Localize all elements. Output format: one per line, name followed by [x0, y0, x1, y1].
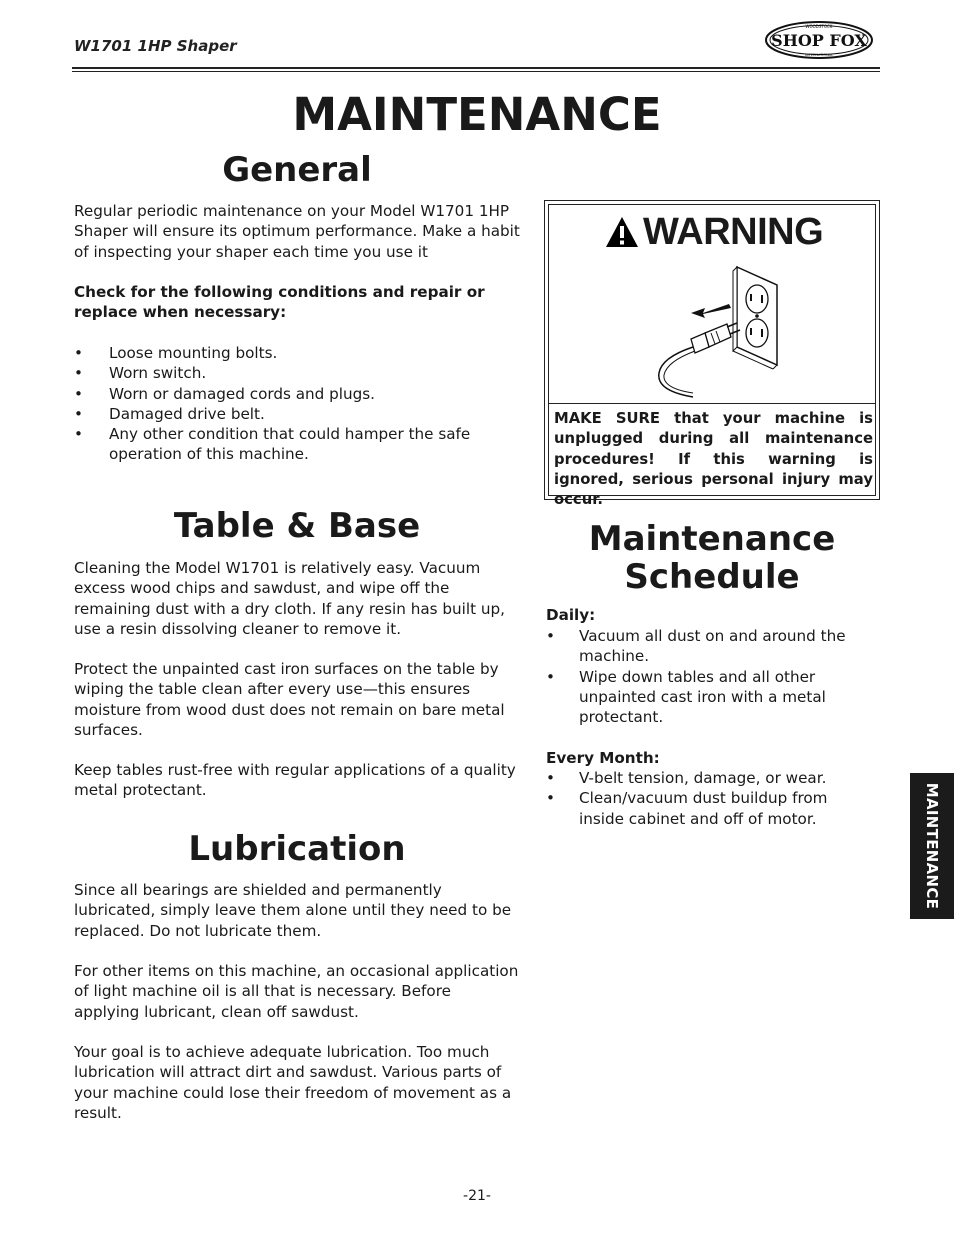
table-base-heading: Table & Base [173, 506, 421, 546]
shop-fox-logo [764, 20, 874, 60]
lubrication-heading: Lubrication [188, 829, 406, 869]
section-side-tab [910, 773, 954, 919]
lubrication-paragraph-2: For other items on this machine, an occasional application of light machine oil is all that is necessary. Before applying lubricant, clean off sawdust. [74, 962, 519, 1021]
list-item: • Clean/vacuum dust buildup from inside cabinet and off of motor. [546, 788, 866, 829]
lubrication-paragraph-1: Since all bearings are shielded and permanently lubricated, simply leave them alone until they need to be replaced. Do not lubricate them. [74, 881, 512, 940]
table-base-paragraph-3: Keep tables rust-free with regular applications of a quality metal protectant. [74, 761, 516, 800]
list-item: • Vacuum all dust on and around the machine. [546, 626, 866, 667]
warning-label: WARNING [643, 210, 824, 253]
schedule-heading-line-2: Schedule [624, 557, 800, 597]
page-title: MAINTENANCE [292, 88, 662, 141]
logo-text: SHOP FOX [771, 31, 867, 50]
warning-header [605, 211, 823, 253]
warning-divider [548, 403, 876, 404]
header-rule [72, 67, 880, 72]
table-base-paragraph-2: Protect the unpainted cast iron surfaces on the table by wiping the table clean after every use—this ensures moisture from wood dust does not remain on bare metal surfaces. [74, 660, 505, 739]
monthly-label: Every Month: [546, 749, 660, 767]
logo-subtext-bottom: INTERNATIONAL [804, 53, 834, 57]
list-item: • Loose mounting bolts. [74, 343, 514, 363]
list-item: • Worn or damaged cords and plugs. [74, 384, 514, 404]
unplug-outlet-illustration [645, 261, 795, 401]
list-item: • Wipe down tables and all other unpainted cast iron with a metal protectant. [546, 667, 866, 728]
logo-subtext-top: WOODSTOCK [805, 24, 833, 29]
schedule-heading-line-1: Maintenance [588, 519, 836, 559]
warning-triangle-icon [605, 216, 639, 248]
side-tab-label: MAINTENANCE [923, 782, 941, 910]
warning-box [544, 200, 880, 509]
monthly-checklist [546, 768, 866, 829]
list-item: • Any other condition that could hamper the safe operation of this machine. [74, 424, 514, 465]
document-header-title: W1701 1HP Shaper [74, 37, 237, 55]
list-item: • V-belt tension, damage, or wear. [546, 768, 866, 788]
daily-label: Daily: [546, 606, 596, 624]
schedule-heading [544, 520, 880, 596]
daily-checklist [546, 626, 866, 727]
general-check-label: Check for the following conditions and repair or replace when necessary: [74, 283, 485, 322]
list-item: • Worn switch. [74, 363, 514, 383]
warning-text: MAKE SURE that your machine is unplugged during all maintenance procedures! If this warning is ignored, serious personal injury may occur. [554, 410, 873, 509]
general-checklist [74, 343, 514, 465]
general-heading: General [222, 150, 372, 190]
table-base-paragraph-1: Cleaning the Model W1701 is relatively easy. Vacuum excess wood chips and sawdust, and wipe off the remaining dust with a dry cloth. If any resin has built up, use a resin dissolving cleaner to remove it. [74, 559, 505, 638]
list-item: • Damaged drive belt. [74, 404, 514, 424]
lubrication-paragraph-3: Your goal is to achieve adequate lubrication. Too much lubrication will attract dirt and sawdust. Various parts of your machine could lose their freedom of movement as a result. [74, 1043, 512, 1122]
page-number: -21- [463, 1188, 491, 1204]
general-intro: Regular periodic maintenance on your Model W1701 1HP Shaper will ensure its optimum performance. Make a habit of inspecting your shaper each time you use it [74, 202, 520, 261]
